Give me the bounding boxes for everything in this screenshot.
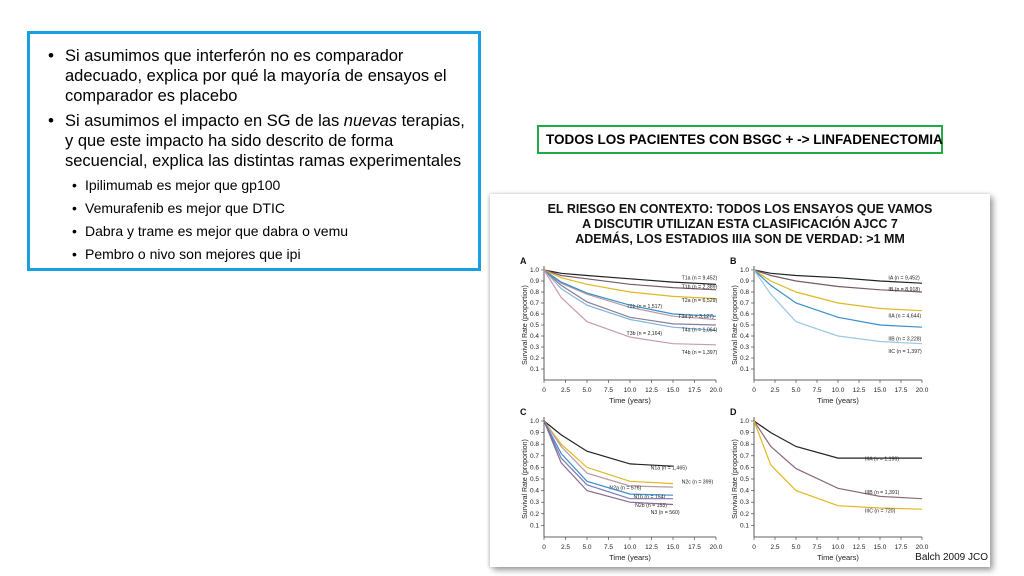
y-axis-label: Survival Rate (proportion) (522, 285, 529, 365)
x-tick-label: 20.0 (709, 387, 723, 394)
x-tick-label: 20.0 (709, 544, 723, 551)
survival-curve (754, 421, 922, 458)
bullet-box (27, 31, 481, 271)
y-tick-label: 0.4 (739, 487, 749, 495)
x-tick-label: 2.5 (770, 544, 780, 551)
chart-panel-A (520, 256, 723, 405)
x-tick-label: 15.0 (873, 544, 887, 551)
x-tick-label: 5.0 (582, 544, 592, 551)
y-tick-label: 0.3 (739, 344, 749, 351)
series-label: IB (n = 8,918) (888, 286, 920, 293)
y-tick-label: 0.2 (739, 510, 749, 518)
sub-bullet: • Pembro o nivo son mejores que ipi (72, 245, 468, 263)
x-tick-label: 15.0 (873, 387, 887, 394)
figure-title-line: EL RIESGO EN CONTEXTO: TODOS LOS ENSAYOS QUE VAMOS (547, 202, 933, 216)
series-label: N2b (n = 153) (635, 502, 668, 509)
figure-credit: Balch 2009 JCO (915, 552, 988, 563)
x-tick-label: 10.0 (623, 544, 637, 551)
y-tick-label: 0.9 (529, 429, 539, 437)
figure-title-line: ADEMÁS, LOS ESTADIOS IIIA SON DE VERDAD: >1 MM (575, 232, 905, 246)
survival-figure (490, 194, 990, 567)
y-tick-label: 0.6 (529, 464, 539, 472)
series-label: N1b (n = 154) (633, 494, 666, 501)
y-tick-label: 0.4 (529, 487, 539, 495)
series-label: IIB (n = 3,228) (888, 336, 922, 343)
x-tick-label: 5.0 (582, 387, 592, 394)
x-tick-label: 7.5 (603, 387, 614, 394)
figure-title (490, 202, 990, 247)
y-tick-label: 0.5 (739, 476, 749, 483)
x-tick-label: 5.0 (791, 387, 801, 394)
sub-bullet: • Ipilimumab es mejor que gp100 (72, 176, 468, 194)
survival-curve (544, 421, 673, 484)
x-tick-label: 7.5 (603, 544, 614, 551)
y-tick-label: 0.1 (739, 522, 749, 530)
y-tick-label: 0.5 (529, 476, 539, 483)
y-tick-label: 0.3 (529, 499, 539, 507)
y-axis-label: Survival Rate (proportion) (522, 439, 529, 519)
x-tick-label: 7.5 (812, 387, 822, 394)
x-tick-label: 17.5 (688, 387, 701, 394)
figure-title-line: A DISCUTIR UTILIZAN ESTA CLASIFICACIÓN AJCC 7 (582, 217, 898, 231)
x-tick-label: 7.5 (812, 544, 822, 551)
x-tick-label: 17.5 (688, 544, 701, 551)
x-axis-label: Time (years) (817, 396, 859, 405)
x-tick-label: 12.5 (645, 387, 658, 394)
series-label: IIIB (n = 1,391) (864, 490, 900, 497)
x-tick-label: 10.0 (831, 544, 845, 551)
series-label: IIC (n = 1,397) (888, 349, 922, 356)
y-tick-label: 0.9 (529, 278, 539, 285)
y-tick-label: 0.8 (739, 441, 749, 449)
series-label: T1a (n = 9,452) (681, 275, 718, 282)
series-label: IIIA (n = 1,196) (864, 456, 900, 463)
x-tick-label: 12.5 (852, 544, 866, 551)
y-tick-label: 1.0 (529, 418, 539, 425)
series-label: T3b (n = 2,164) (626, 330, 663, 337)
y-tick-label: 0.2 (529, 355, 539, 362)
x-tick-label: 0 (752, 544, 756, 551)
series-label: N3 (n = 560) (650, 509, 680, 516)
y-tick-label: 1.0 (739, 418, 749, 425)
chart-panel-B (730, 256, 929, 405)
y-tick-label: 0.8 (529, 289, 539, 296)
series-label: IA (n = 9,452) (888, 275, 920, 282)
x-tick-label: 17.5 (894, 387, 908, 394)
series-label: IIA (n = 4,644) (888, 313, 922, 320)
y-tick-label: 0.3 (739, 499, 749, 507)
y-tick-label: 0.1 (529, 522, 539, 530)
y-tick-label: 0.7 (739, 452, 749, 460)
bullet-q2 (48, 111, 468, 171)
y-tick-label: 1.0 (529, 267, 539, 274)
x-axis-label: Time (years) (609, 396, 651, 405)
y-tick-label: 0.6 (529, 311, 539, 318)
y-tick-label: 0.4 (739, 333, 749, 340)
y-tick-label: 0.2 (529, 510, 539, 518)
x-tick-label: 12.5 (852, 387, 866, 394)
y-tick-label: 1.0 (739, 267, 749, 274)
series-label: T2a (n = 6,529) (681, 297, 718, 304)
series-label: IIIC (n = 720) (864, 508, 896, 515)
y-tick-label: 0.2 (739, 355, 749, 362)
series-label: N1a (n = 1,465) (650, 465, 687, 472)
y-tick-label: 0.4 (529, 333, 539, 340)
panel-letter: B (730, 256, 737, 266)
y-tick-label: 0.6 (739, 311, 749, 318)
x-tick-label: 0 (542, 387, 546, 394)
bullet-q2-em: nuevas (343, 112, 398, 130)
y-tick-label: 0.7 (739, 300, 749, 307)
bullet-q1: • Si asumimos que interferón no es comparador adecuado, explica por qué la mayoría de ensayos el comparador es placebo (48, 46, 468, 106)
sub-bullet: • Vemurafenib es mejor que DTIC (72, 199, 468, 217)
series-label: N2c (n = 399) (681, 479, 714, 486)
bullet-q2-post: terapias, y que este impacto ha sido descrito de forma secuencial, explica las distintas ramas experimentales (65, 112, 465, 170)
y-tick-label: 0.8 (529, 441, 539, 449)
y-tick-label: 0.9 (739, 429, 749, 437)
panel-letter: C (520, 407, 527, 417)
y-tick-label: 0.1 (739, 366, 749, 373)
x-tick-label: 10.0 (623, 387, 637, 394)
x-tick-label: 2.5 (560, 544, 571, 551)
series-label: N2a (n = 576) (609, 485, 642, 492)
survival-curve (544, 421, 673, 466)
y-tick-label: 0.3 (529, 344, 539, 351)
y-tick-label: 0.8 (739, 289, 749, 296)
series-label: T3a (n = 3,127) (678, 313, 714, 320)
panel-letter: A (520, 256, 527, 266)
x-tick-label: 15.0 (666, 544, 680, 551)
y-tick-label: 0.6 (739, 464, 749, 472)
chart-panel-C (520, 407, 723, 562)
y-axis-label: Survival Rate (proportion) (732, 285, 739, 365)
x-tick-label: 2.5 (770, 387, 780, 394)
x-tick-label: 10.0 (831, 387, 845, 394)
survival-curve (544, 421, 673, 487)
series-label: T4b (n = 1,397) (681, 350, 718, 357)
bullet-q2-pre: Si asumimos el impacto en SG de las (65, 112, 344, 130)
panel-letter: D (730, 407, 737, 417)
x-tick-label: 12.5 (645, 544, 658, 551)
y-tick-label: 0.5 (529, 322, 539, 329)
x-tick-label: 20.0 (915, 387, 929, 394)
x-tick-label: 0 (752, 387, 756, 394)
y-tick-label: 0.9 (739, 278, 749, 285)
y-tick-label: 0.5 (739, 322, 749, 329)
sub-bullet: • Dabra y trame es mejor que dabra o vemu (72, 222, 468, 240)
series-label: T2b (n = 1,517) (626, 303, 663, 310)
series-label: T4a (n = 1,064) (681, 327, 718, 334)
x-tick-label: 0 (542, 544, 546, 551)
y-axis-label: Survival Rate (proportion) (732, 439, 739, 519)
x-tick-label: 2.5 (560, 387, 571, 394)
y-tick-label: 0.1 (529, 366, 539, 373)
x-tick-label: 20.0 (915, 544, 929, 551)
x-tick-label: 17.5 (894, 544, 908, 551)
x-axis-label: Time (years) (817, 553, 859, 562)
lymphadenectomy-callout: TODOS LOS PACIENTES CON BSGC + -> LINFADENECTOMIA (537, 125, 943, 154)
chart-panel-D (730, 407, 929, 562)
x-tick-label: 5.0 (791, 544, 801, 551)
series-label: T1b (n = 2,389) (681, 284, 718, 291)
survival-charts (490, 194, 990, 567)
x-tick-label: 15.0 (666, 387, 680, 394)
x-axis-label: Time (years) (609, 553, 651, 562)
y-tick-label: 0.7 (529, 300, 539, 307)
y-tick-label: 0.7 (529, 452, 539, 460)
